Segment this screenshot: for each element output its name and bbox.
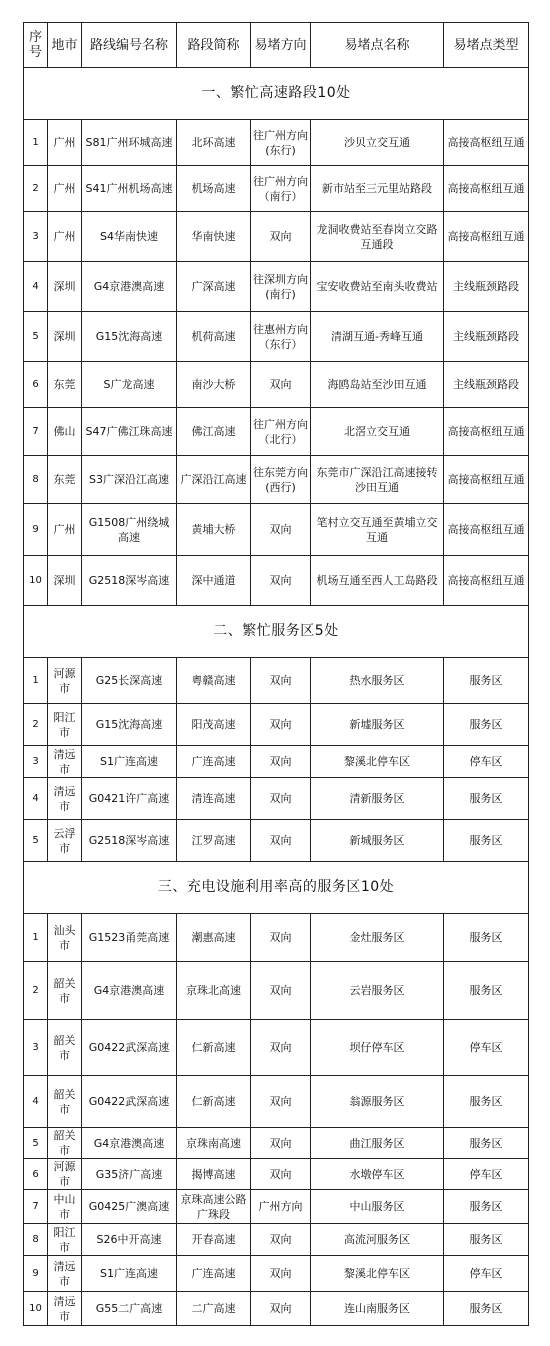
- cell-route: S4华南快速: [82, 212, 177, 262]
- cell-type: 停车区: [444, 1159, 529, 1190]
- cell-city: 广州: [48, 212, 82, 262]
- cell-segment: 揭博高速: [177, 1159, 251, 1190]
- cell-index: 1: [24, 658, 48, 704]
- cell-location: 北滘立交互通: [311, 408, 444, 456]
- cell-segment: 粤赣高速: [177, 658, 251, 704]
- cell-location: 清湖互通-秀峰互通: [311, 312, 444, 362]
- table-row: [24, 1020, 529, 1076]
- cell-city: 广州: [48, 120, 82, 166]
- cell-type: 停车区: [444, 1020, 529, 1076]
- cell-location: 新市站至三元里站路段: [311, 166, 444, 212]
- cell-index: 7: [24, 408, 48, 456]
- cell-direction: 双向: [251, 820, 311, 862]
- cell-index: 5: [24, 1128, 48, 1159]
- cell-route: G1508广州绕城高速: [82, 504, 177, 556]
- cell-type: 高接高枢纽互通: [444, 120, 529, 166]
- header-index: 序号: [24, 23, 48, 68]
- cell-type: 主线瓶颈路段: [444, 312, 529, 362]
- table-row: [24, 362, 529, 408]
- cell-segment: 佛江高速: [177, 408, 251, 456]
- cell-location: 云岩服务区: [311, 962, 444, 1020]
- cell-type: 服务区: [444, 1224, 529, 1256]
- cell-route: G4京港澳高速: [82, 962, 177, 1020]
- header-route: 路线编号名称: [82, 23, 177, 68]
- table-row: [24, 658, 529, 704]
- cell-route: G35济广高速: [82, 1159, 177, 1190]
- cell-location: 机场互通至西人工岛路段: [311, 556, 444, 606]
- cell-segment: 广连高速: [177, 746, 251, 778]
- cell-segment: 潮惠高速: [177, 914, 251, 962]
- cell-index: 6: [24, 1159, 48, 1190]
- cell-type: 高接高枢纽互通: [444, 556, 529, 606]
- cell-location: 黎溪北停车区: [311, 1256, 444, 1292]
- table-row: [24, 962, 529, 1020]
- cell-index: 4: [24, 778, 48, 820]
- cell-direction: 双向: [251, 962, 311, 1020]
- header-city: 地市: [48, 23, 82, 68]
- table-row: [24, 1128, 529, 1159]
- cell-index: 3: [24, 1020, 48, 1076]
- cell-city: 深圳: [48, 556, 82, 606]
- cell-index: 2: [24, 166, 48, 212]
- cell-segment: 仁新高速: [177, 1076, 251, 1128]
- header-type: 易堵点类型: [444, 23, 529, 68]
- cell-direction: 双向: [251, 1224, 311, 1256]
- cell-city: 深圳: [48, 312, 82, 362]
- table-row: [24, 120, 529, 166]
- cell-direction: 双向: [251, 362, 311, 408]
- cell-route: G4京港澳高速: [82, 1128, 177, 1159]
- cell-location: 翁源服务区: [311, 1076, 444, 1128]
- table-row: [24, 1159, 529, 1190]
- section-title-row: [24, 606, 529, 658]
- cell-segment: 仁新高速: [177, 1020, 251, 1076]
- cell-index: 1: [24, 120, 48, 166]
- cell-city: 韶关市: [48, 1076, 82, 1128]
- cell-direction: 往广州方向(东行): [251, 120, 311, 166]
- cell-type: 服务区: [444, 658, 529, 704]
- cell-index: 5: [24, 820, 48, 862]
- cell-direction: 双向: [251, 1020, 311, 1076]
- table-row: [24, 820, 529, 862]
- cell-index: 10: [24, 1292, 48, 1326]
- cell-type: 服务区: [444, 1128, 529, 1159]
- cell-location: 坝仔停车区: [311, 1020, 444, 1076]
- cell-city: 清远市: [48, 1256, 82, 1292]
- cell-segment: 黄埔大桥: [177, 504, 251, 556]
- cell-direction: 往广州方向（南行）: [251, 166, 311, 212]
- cell-city: 佛山: [48, 408, 82, 456]
- cell-city: 阳江市: [48, 704, 82, 746]
- cell-type: 服务区: [444, 820, 529, 862]
- cell-route: S41广州机场高速: [82, 166, 177, 212]
- cell-type: 高接高枢纽互通: [444, 408, 529, 456]
- cell-route: G0421许广高速: [82, 778, 177, 820]
- cell-route: G55二广高速: [82, 1292, 177, 1326]
- cell-route: S47广佛江珠高速: [82, 408, 177, 456]
- cell-location: 高流河服务区: [311, 1224, 444, 1256]
- cell-segment: 阳茂高速: [177, 704, 251, 746]
- cell-segment: 广连高速: [177, 1256, 251, 1292]
- header-segment: 路段简称: [177, 23, 251, 68]
- cell-direction: 往广州方向（北行）: [251, 408, 311, 456]
- header-location: 易堵点名称: [311, 23, 444, 68]
- cell-index: 4: [24, 262, 48, 312]
- table-row: [24, 914, 529, 962]
- cell-index: 7: [24, 1190, 48, 1224]
- cell-index: 8: [24, 1224, 48, 1256]
- cell-index: 1: [24, 914, 48, 962]
- cell-index: 6: [24, 362, 48, 408]
- table-row: [24, 456, 529, 504]
- cell-city: 清远市: [48, 746, 82, 778]
- cell-route: S1广连高速: [82, 746, 177, 778]
- table-row: [24, 778, 529, 820]
- cell-route: G0425广澳高速: [82, 1190, 177, 1224]
- cell-direction: 双向: [251, 704, 311, 746]
- cell-type: 服务区: [444, 1292, 529, 1326]
- cell-route: S26中开高速: [82, 1224, 177, 1256]
- cell-direction: 往深圳方向(南行): [251, 262, 311, 312]
- cell-direction: 双向: [251, 1292, 311, 1326]
- cell-index: 8: [24, 456, 48, 504]
- cell-segment: 京珠北高速: [177, 962, 251, 1020]
- section-title: 一、繁忙高速路段10处: [24, 68, 529, 120]
- cell-route: S81广州环城高速: [82, 120, 177, 166]
- cell-route: S广龙高速: [82, 362, 177, 408]
- cell-direction: 往惠州方向（东行）: [251, 312, 311, 362]
- cell-direction: 广州方向: [251, 1190, 311, 1224]
- cell-route: G0422武深高速: [82, 1020, 177, 1076]
- cell-type: 服务区: [444, 704, 529, 746]
- table-row: [24, 1076, 529, 1128]
- cell-segment: 深中通道: [177, 556, 251, 606]
- cell-type: 高接高枢纽互通: [444, 212, 529, 262]
- section-title-row: [24, 862, 529, 914]
- cell-city: 东莞: [48, 456, 82, 504]
- cell-location: 中山服务区: [311, 1190, 444, 1224]
- cell-index: 10: [24, 556, 48, 606]
- cell-index: 2: [24, 704, 48, 746]
- cell-index: 2: [24, 962, 48, 1020]
- cell-city: 广州: [48, 504, 82, 556]
- cell-segment: 广深高速: [177, 262, 251, 312]
- cell-direction: 双向: [251, 1076, 311, 1128]
- table-row: [24, 1190, 529, 1224]
- document-page: [23, 22, 528, 1326]
- cell-city: 韶关市: [48, 962, 82, 1020]
- section-title: 三、充电设施利用率高的服务区10处: [24, 862, 529, 914]
- cell-route: G15沈海高速: [82, 704, 177, 746]
- cell-direction: 双向: [251, 212, 311, 262]
- table-row: [24, 1224, 529, 1256]
- cell-index: 3: [24, 746, 48, 778]
- table-row: [24, 212, 529, 262]
- cell-location: 连山南服务区: [311, 1292, 444, 1326]
- cell-city: 韶关市: [48, 1020, 82, 1076]
- cell-direction: 双向: [251, 504, 311, 556]
- cell-direction: 双向: [251, 556, 311, 606]
- header-row: [24, 23, 529, 68]
- cell-segment: 京珠南高速: [177, 1128, 251, 1159]
- table-row: [24, 746, 529, 778]
- table-row: [24, 262, 529, 312]
- cell-location: 龙洞收费站至春岗立交路互通段: [311, 212, 444, 262]
- cell-segment: 京珠高速公路广珠段: [177, 1190, 251, 1224]
- table-row: [24, 556, 529, 606]
- cell-type: 服务区: [444, 1190, 529, 1224]
- cell-type: 服务区: [444, 1076, 529, 1128]
- cell-city: 汕头市: [48, 914, 82, 962]
- cell-location: 笔村立交互通至黄埔立交互通: [311, 504, 444, 556]
- cell-location: 宝安收费站至南头收费站: [311, 262, 444, 312]
- section-title: 二、繁忙服务区5处: [24, 606, 529, 658]
- table-row: [24, 166, 529, 212]
- cell-type: 主线瓶颈路段: [444, 362, 529, 408]
- cell-city: 河源市: [48, 658, 82, 704]
- cell-direction: 双向: [251, 1159, 311, 1190]
- cell-segment: 二广高速: [177, 1292, 251, 1326]
- cell-city: 广州: [48, 166, 82, 212]
- cell-route: G1523甬莞高速: [82, 914, 177, 962]
- cell-location: 金灶服务区: [311, 914, 444, 962]
- cell-type: 停车区: [444, 1256, 529, 1292]
- cell-type: 高接高枢纽互通: [444, 166, 529, 212]
- cell-route: G2518深岑高速: [82, 820, 177, 862]
- cell-direction: 双向: [251, 746, 311, 778]
- cell-index: 3: [24, 212, 48, 262]
- cell-city: 河源市: [48, 1159, 82, 1190]
- section-title-row: [24, 68, 529, 120]
- cell-index: 9: [24, 504, 48, 556]
- cell-segment: 北环高速: [177, 120, 251, 166]
- cell-location: 新墟服务区: [311, 704, 444, 746]
- cell-direction: 双向: [251, 1128, 311, 1159]
- cell-segment: 南沙大桥: [177, 362, 251, 408]
- cell-location: 清新服务区: [311, 778, 444, 820]
- cell-location: 曲江服务区: [311, 1128, 444, 1159]
- cell-route: G25长深高速: [82, 658, 177, 704]
- cell-direction: 双向: [251, 658, 311, 704]
- header-direction: 易堵方向: [251, 23, 311, 68]
- cell-city: 东莞: [48, 362, 82, 408]
- cell-type: 高接高枢纽互通: [444, 456, 529, 504]
- cell-city: 阳江市: [48, 1224, 82, 1256]
- cell-type: 高接高枢纽互通: [444, 504, 529, 556]
- cell-type: 主线瓶颈路段: [444, 262, 529, 312]
- cell-type: 服务区: [444, 778, 529, 820]
- cell-city: 清远市: [48, 778, 82, 820]
- cell-route: G2518深岑高速: [82, 556, 177, 606]
- table-row: [24, 704, 529, 746]
- cell-location: 黎溪北停车区: [311, 746, 444, 778]
- table-row: [24, 312, 529, 362]
- cell-location: 海鸥岛站至沙田互通: [311, 362, 444, 408]
- cell-city: 云浮市: [48, 820, 82, 862]
- cell-city: 韶关市: [48, 1128, 82, 1159]
- cell-segment: 广深沿江高速: [177, 456, 251, 504]
- table-row: [24, 1256, 529, 1292]
- cell-segment: 华南快速: [177, 212, 251, 262]
- table-row: [24, 504, 529, 556]
- cell-direction: 双向: [251, 778, 311, 820]
- cell-route: S3广深沿江高速: [82, 456, 177, 504]
- cell-index: 9: [24, 1256, 48, 1292]
- cell-route: G15沈海高速: [82, 312, 177, 362]
- cell-segment: 机场高速: [177, 166, 251, 212]
- cell-location: 新城服务区: [311, 820, 444, 862]
- table-row: [24, 1292, 529, 1326]
- cell-segment: 机荷高速: [177, 312, 251, 362]
- cell-direction: 往东莞方向(西行): [251, 456, 311, 504]
- cell-segment: 清连高速: [177, 778, 251, 820]
- cell-city: 深圳: [48, 262, 82, 312]
- cell-segment: 开春高速: [177, 1224, 251, 1256]
- cell-location: 热水服务区: [311, 658, 444, 704]
- cell-index: 5: [24, 312, 48, 362]
- congestion-table: [23, 22, 529, 1326]
- cell-direction: 双向: [251, 1256, 311, 1292]
- cell-location: 沙贝立交互通: [311, 120, 444, 166]
- cell-segment: 江罗高速: [177, 820, 251, 862]
- cell-route: G0422武深高速: [82, 1076, 177, 1128]
- cell-index: 4: [24, 1076, 48, 1128]
- cell-type: 停车区: [444, 746, 529, 778]
- cell-type: 服务区: [444, 962, 529, 1020]
- cell-route: S1广连高速: [82, 1256, 177, 1292]
- cell-type: 服务区: [444, 914, 529, 962]
- cell-location: 东莞市广深沿江高速接转沙田互通: [311, 456, 444, 504]
- cell-city: 清远市: [48, 1292, 82, 1326]
- cell-location: 水墩停车区: [311, 1159, 444, 1190]
- cell-city: 中山市: [48, 1190, 82, 1224]
- table-row: [24, 408, 529, 456]
- cell-direction: 双向: [251, 914, 311, 962]
- cell-route: G4京港澳高速: [82, 262, 177, 312]
